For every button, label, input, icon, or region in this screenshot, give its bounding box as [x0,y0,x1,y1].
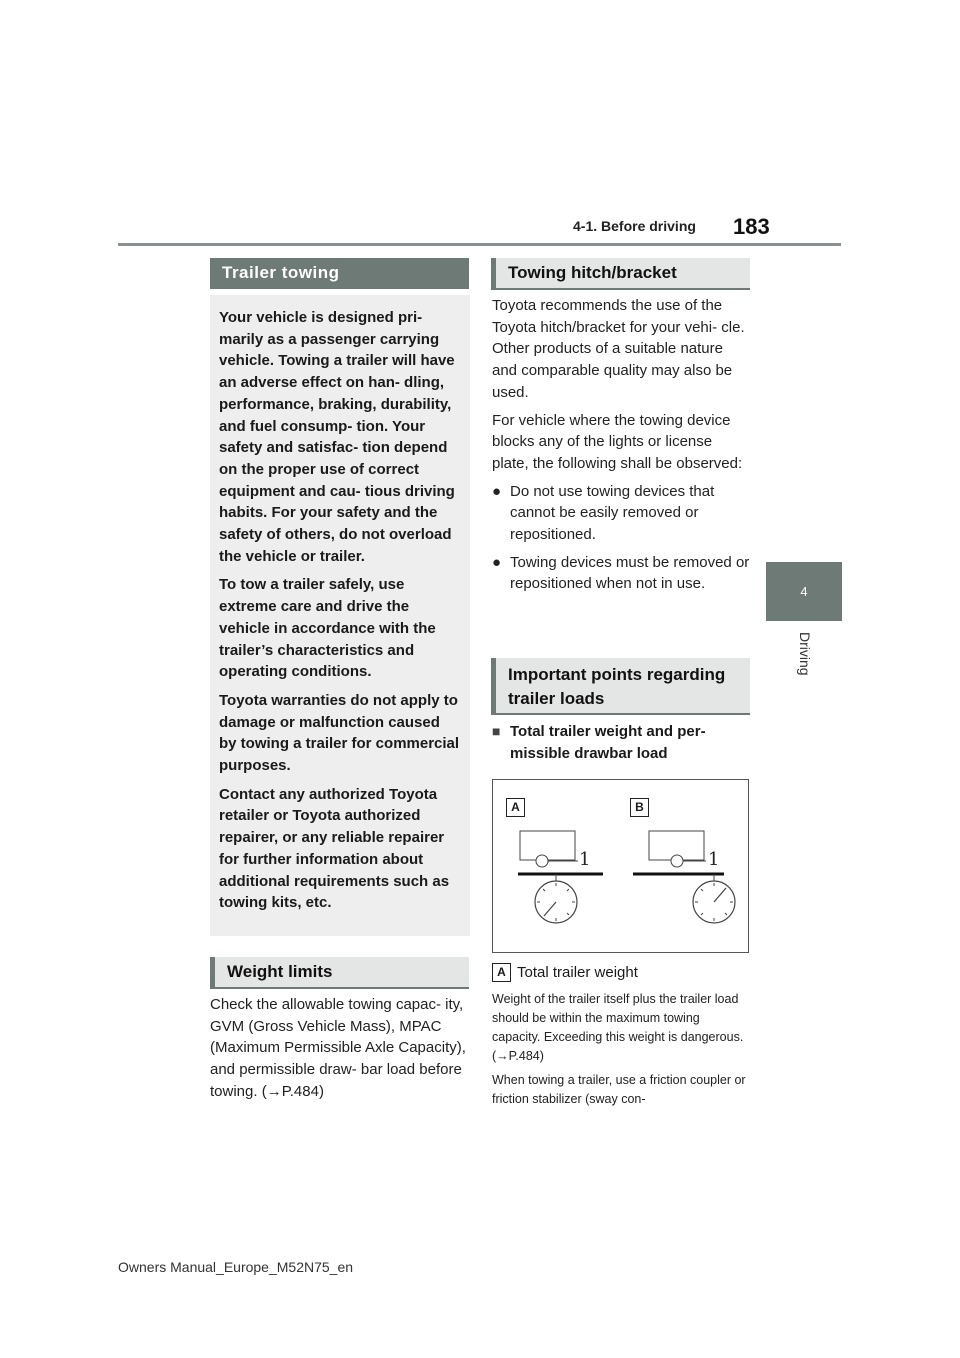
footer-text: Owners Manual_Europe_M52N75_en [118,1259,354,1275]
load-subheading [492,721,750,764]
list-item [492,481,750,546]
bullet-text: Towing devices must be removed or repositioned when not in use. [510,553,750,593]
figure-label-b: B [630,798,649,817]
chapter-number: 4 [800,584,808,599]
trailer-towing-heading: Trailer towing [210,258,469,289]
legend-a-text: Total trailer weight [517,964,638,981]
legend-a [492,963,638,982]
figure-label-a: A [506,798,525,817]
weight-limits-heading: Weight limits [210,957,469,989]
info-paragraph: Contact any authorized Toyota retailer or Toyota authorized repairer, or any reliable repairer for further information about additional requirements such as towing kits, etc. [219,785,450,912]
info-paragraph: To tow a trailer safely, use extreme care and drive the vehicle in accordance with the trailer’s characteristics and operating conditions. [219,576,436,681]
bullet-icon: ● [492,553,502,571]
chapter-label-container [797,632,813,692]
page-number: 183 [733,214,770,239]
svg-text:1: 1 [708,849,720,870]
bullet-icon: ● [492,482,502,500]
chapter-label: Driving [797,632,813,676]
legend-a-description [492,990,750,1114]
weight-limits-paragraph: Check the allowable towing capac- ity, GVM (Gross Vehicle Mass), MPAC (Maximum Permissible Axle Capacity), and permissible draw- bar load before towing. (→P.484) [210,996,466,1100]
hitch-paragraph: For vehicle where the towing device blocks any of the lights or license plate, the following shall be observed: [492,411,743,472]
legend-a-label: A [492,963,511,982]
chapter-tab [766,562,842,621]
towing-hitch-body [492,295,750,601]
bullet-text: Do not use towing devices that cannot be easily removed or repositioned. [510,482,715,544]
info-paragraph: Your vehicle is designed pri- marily as a passenger carrying vehicle. Towing a trailer will have an adverse effect on han- dling, performance, braking, durability, and fuel consump- tion. Your safety and satisfac- tion depend on the proper use of correct equipment and cau- tious driving habits. For your safety and the safety of others, do not overload the vehicle or trailer. [219,309,455,565]
trailer-load-diagram [492,779,749,953]
small-paragraph: When towing a trailer, use a friction coupler or friction stabilizer (sway con- [492,1073,746,1106]
section-title: 4-1. Before driving [573,218,696,234]
trailer-scale-illustration [493,780,748,952]
info-paragraph: Toyota warranties do not apply to damage or malfunction caused by towing a trailer for commercial purposes. [219,691,460,775]
load-subheading-text: Total trailer weight and per- missible drawbar load [510,723,706,762]
list-item [492,552,750,595]
small-paragraph: Weight of the trailer itself plus the trailer load should be within the maximum towing capacity. Exceeding this weight is dangerous. (→P.484) [492,992,744,1063]
hitch-paragraph: Toyota recommends the use of the Toyota hitch/bracket for your vehi- cle. Other products of a suitable nature and comparable quality may also be used. [492,297,745,401]
svg-text:1: 1 [579,849,591,870]
trailer-towing-info-box [210,295,470,936]
towing-hitch-heading: Towing hitch/bracket [491,258,750,290]
square-bullet-icon: ■ [492,723,501,739]
header-divider [118,243,841,246]
important-points-heading: Important points regarding trailer loads [491,658,750,715]
